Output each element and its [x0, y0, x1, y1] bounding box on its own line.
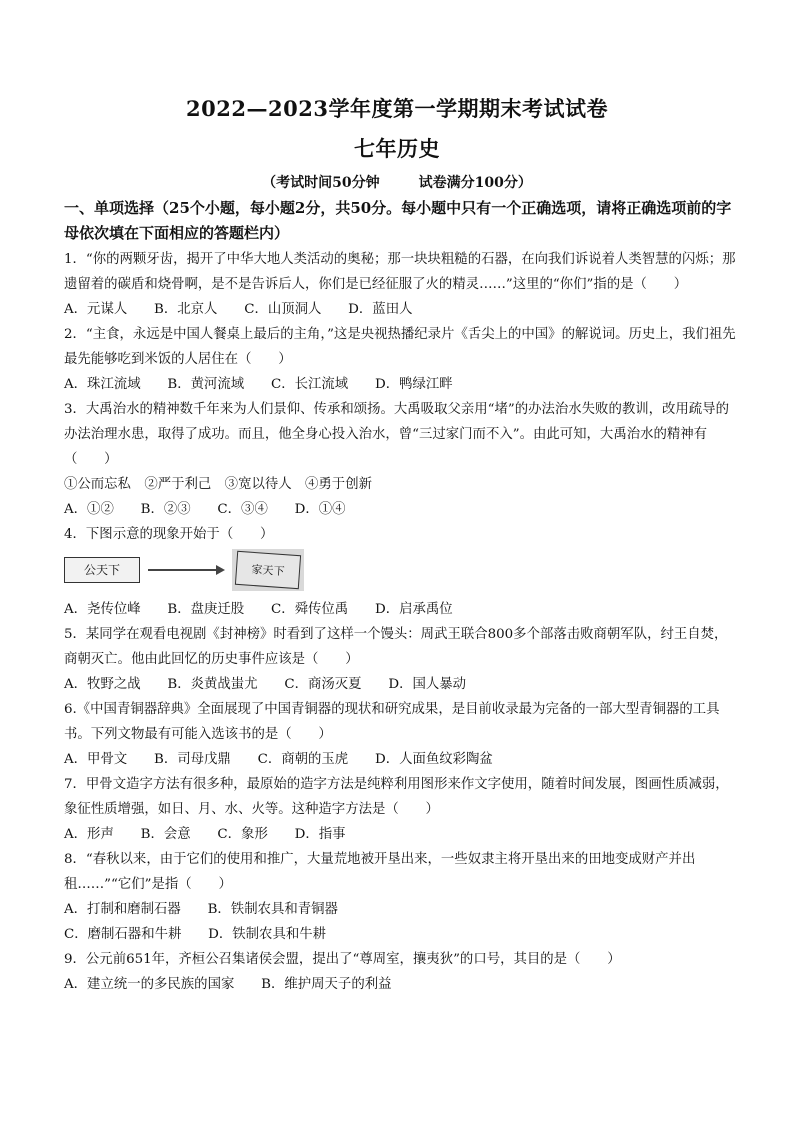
question-options-2: C．磨制石器和牛耕 D．铁制农具和牛耕	[64, 927, 327, 942]
question-stem: 1．“你的两颗牙齿，揭开了中华大地人类活动的奥秘；那一块块粗糙的石器，在向我们诉说着人类智慧的闪烁；那遗留着的碳盾和烧骨啊，是不是告诉后人，你们是已经征服了火的精灵……”这里的“你们”指的是（ ）	[64, 252, 736, 292]
exam-info: （考试时间50分钟 试卷满分100分）	[262, 175, 532, 191]
question-8	[64, 847, 740, 947]
question-3	[64, 397, 740, 522]
question-stem: 8．“春秋以来，由于它们的使用和推广，大量荒地被开垦出来，一些奴隶主将开垦出来的田地变成财产并出租……”“它们”是指（ ）	[64, 852, 696, 892]
question-4	[64, 522, 740, 622]
question-stem: 4．下图示意的现象开始于（ ）	[64, 527, 274, 542]
question-options: A．尧传位峰 B．盘庚迁股 C．舜传位禹 D．启承禹位	[64, 602, 453, 617]
figure-box-left: 公天下	[64, 557, 140, 583]
question-stem: 6.《中国青铜器辞典》全面展现了中国青铜器的现状和研究成果，是目前收录最为完备的一部大型青铜器的工具书。下列文物最有可能入选该书的是（ ）	[64, 702, 720, 742]
question-stem: 7．甲骨文造字方法有很多种，最原始的造字方法是纯粹利用图形来作文字使用，随着时间发展，图画性质减弱，象征性质增强，如日、月、水、火等。这种造字方法是（ ）	[64, 777, 729, 817]
section-heading: 一、单项选择（25个小题，每小题2分，共50分。每小题中只有一个正确选项，请将正确选项前的字母依次填在下面相应的答题栏内）	[64, 199, 732, 242]
figure-box-right-frame	[232, 549, 304, 591]
question-stem: 9．公元前651年，齐桓公召集诸侯会盟，提出了“尊周室，攘夷狄”的口号，其目的是（ ）	[64, 952, 621, 967]
question-options: A．甲骨文 B．司母戊鼎 C．商朝的玉虎 D．人面鱼纹彩陶盆	[64, 752, 493, 767]
question-2	[64, 322, 740, 397]
question-options: A．元谋人 B．北京人 C．山顶洞人 D．蓝田人	[64, 302, 413, 317]
question-options: A．珠江流域 B．黄河流域 C．长江流域 D．鸭绿江畔	[64, 377, 453, 392]
question-options: A．牧野之战 B．炎黄战蚩尤 C．商汤灭夏 D．国人暴动	[64, 677, 467, 692]
question-stem: 3．大禹治水的精神数千年来为人们景仰、传承和颂扬。大禹吸取父亲用“堵”的办法治水失败的教训，改用疏导的办法治理水患，取得了成功。而且，他全身心投入治水，曾“三过家门而不入”。由此可知，大禹治水的精神有（ ）	[64, 402, 729, 467]
question-options: A．①② B．②③ C．③④ D．①④	[64, 502, 346, 517]
question-1	[64, 247, 740, 322]
question-7	[64, 772, 740, 847]
exam-subject: 七年历史	[354, 136, 440, 161]
question-9	[64, 947, 740, 997]
question-list	[64, 247, 740, 997]
question-stem: 2．“主食，永远是中国人餐桌上最后的主角，”这是央视热播纪录片《舌尖上的中国》的解说词。历史上，我们祖先最先能够吃到米饭的人居住在（ ）	[64, 327, 736, 367]
question-6	[64, 697, 740, 772]
question-figure	[64, 547, 740, 593]
question-options: A．打制和磨制石器 B．铁制农具和青铜器	[64, 902, 338, 917]
figure-box-right: 家天下	[235, 551, 301, 589]
question-stem: 5．某同学在观看电视剧《封神榜》时看到了这样一个馒头：周武王联合800多个部落击败商朝军队，纣王自焚，商朝灭亡。他由此回忆的历史事件应该是（ ）	[64, 627, 728, 667]
question-options: A．建立统一的多民族的国家 B．维护周天子的利益	[64, 977, 392, 992]
question-5	[64, 622, 740, 697]
question-statements: ①公而忘私 ②严于利己 ③宽以待人 ④勇于创新	[64, 477, 372, 492]
arrow-right-icon	[146, 562, 226, 578]
exam-title: 2022—2023学年度第一学期期末考试试卷	[186, 96, 608, 121]
question-options: A．形声 B．会意 C．象形 D．指事	[64, 827, 346, 842]
